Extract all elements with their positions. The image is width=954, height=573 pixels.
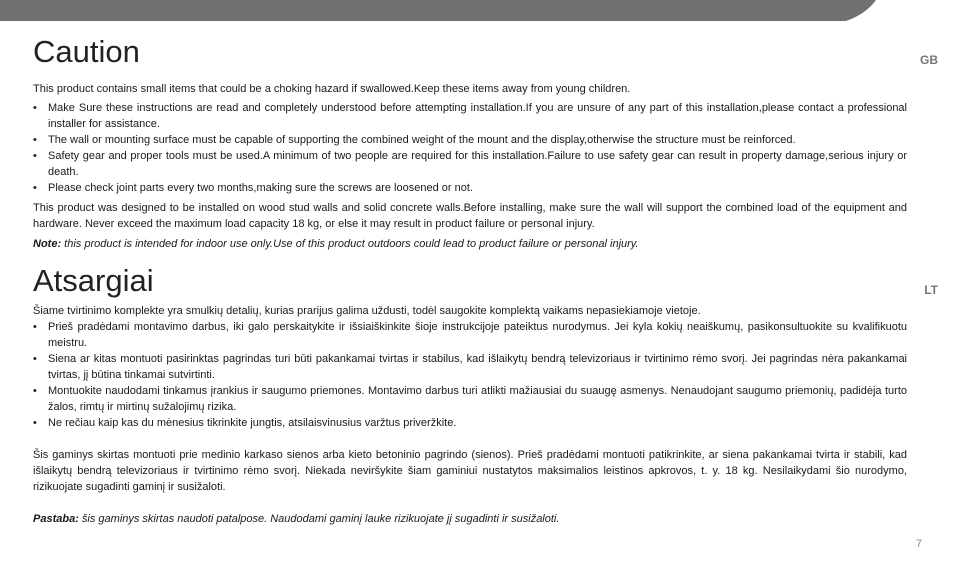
section-caution	[33, 35, 907, 252]
body-paragraph: Šis gaminys skirtas montuoti prie medinio karkaso sienos arba kieto betoninio pagrindo (sienos). Prieš pradėdami montuoti patikrinkite, ar siena pakankamai tvirta ir stabili, kad išlaikytų bendrą televizoriaus ir tvirtinimo rėmo svorį. Niekada neviršykite šiam gaminiui nustatytos maksimalios leistinos apkrovos, t. y. 18 kg. Nesilaikydami šio nurodymo, rizikuojate sugadinti gaminį ir susižaloti.	[33, 449, 907, 493]
note-label: Pastaba:	[33, 513, 79, 525]
note-text: šis gaminys skirtas naudoti patalpose. Naudodami gaminį lauke rizikuojate jį sugadinti ir susižaloti.	[78, 513, 560, 525]
header-bar	[0, 0, 954, 21]
list-item: • Make Sure these instructions are read and completely understood before attempting installation.If you are unsure of any part of this installation,please contact a professional installer for assistance.	[33, 100, 907, 132]
intro-paragraph: This product contains small items that could be a choking hazard if swallowed.Keep these items away from young children.	[33, 83, 631, 95]
body-paragraph: This product was designed to be installed on wood stud walls and solid concrete walls.Before installing, make sure the wall will support the combined load of the equipment and hardware. Never exceed the maximum load capacity 18 kg, or else it may result in product failure or personal injury.	[33, 202, 907, 230]
note-label: Note:	[33, 238, 62, 250]
list-item: • Please check joint parts every two months,making sure the screws are loosened or not.	[33, 180, 907, 196]
note-text: this product is intended for indoor use only.Use of this product outdoors could lead to product failure or personal injury.	[61, 238, 639, 250]
list-item: • The wall or mounting surface must be capable of supporting the combined weight of the mount and the display,otherwise the structure must be reinforced.	[33, 132, 907, 148]
list-item: • Siena ar kitas montuoti pasirinktas pagrindas turi būti pakankamai tvirtas ir stabilus, kad išlaikytų bendrą televizoriaus ir tvirtinimo rėmo svorį. Jei pagrindas nėra pakankamai tvirtas, jį būtina tinkamai sutvirtinti.	[33, 351, 907, 383]
list-item: • Ne rečiau kaip kas du mėnesius tikrinkite jungtis, atsilaisvinusius varžtus priveržkite.	[33, 415, 907, 431]
list-item: • Montuokite naudodami tinkamus įrankius ir saugumo priemones. Montavimo darbus turi atlikti mažiausiai du suaugę asmenys. Nenaudojant saugumo priemonių, padidėja turto žalos, rimtų ir mirtinų sužalojimų rizika.	[33, 383, 907, 415]
bullet-list	[33, 100, 907, 196]
section-title: Atsargiai	[33, 263, 154, 298]
note-paragraph	[33, 236, 907, 252]
intro-paragraph: Šiame tvirtinimo komplekte yra smulkių detalių, kurias prarijus galima uždusti, todėl saugokite komplektą vaikams nepasiekiamoje vietoje.	[33, 305, 701, 317]
language-code-lt: LT	[924, 283, 938, 297]
page-number: 7	[915, 538, 922, 550]
note-paragraph	[33, 511, 907, 527]
section-atsargiai	[33, 264, 907, 527]
language-code-gb: GB	[920, 53, 938, 67]
bullet-list	[33, 319, 907, 431]
section-title: Caution	[33, 34, 140, 69]
list-item: • Prieš pradėdami montavimo darbus, iki galo perskaitykite ir išsiaiškinkite šioje instrukcijoje pateiktus nurodymus. Jei kyla kokių neaiškumų, pasikonsultuokite su kvalifikuotu meistru.	[33, 319, 907, 351]
list-item: • Safety gear and proper tools must be used.A minimum of two people are required for this installation.Failure to use safety gear can result in property damage,serious injury or death.	[33, 148, 907, 180]
